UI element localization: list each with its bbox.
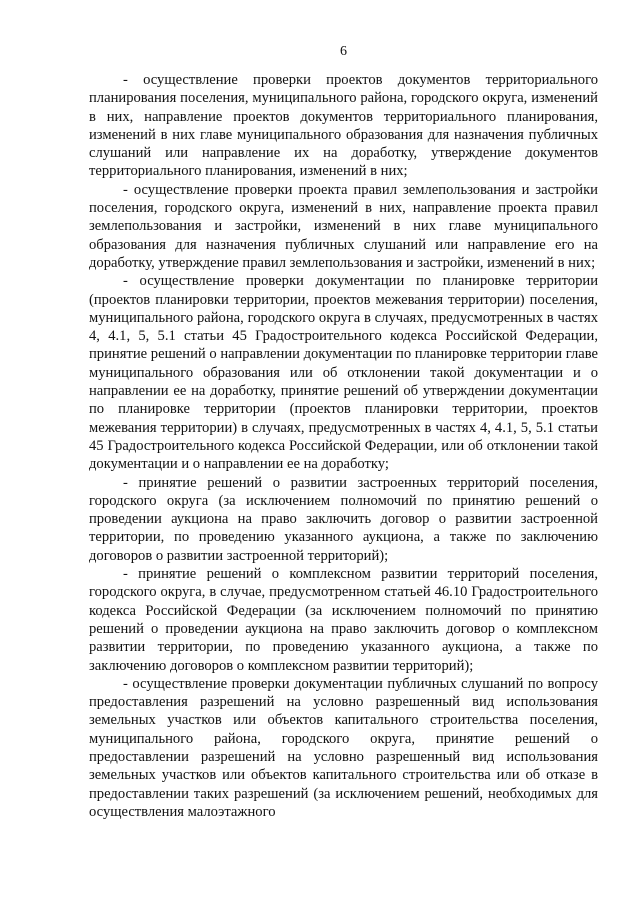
paragraph-built-up-territories: - принятие решений о развитии застроенных территорий поселения, городского округа (за исключением полномочий по принятию решений о проведении аукциона на право заключить договор о развитии застроенной территории, по проведению указанного аукциона, а также по заключению договоров о развитии застроенной территорий); xyxy=(89,474,598,564)
page-number: 6 xyxy=(340,44,347,59)
paragraph-public-hearings: - осуществление проверки документации публичных слушаний по вопросу предоставления разрешений на условно разрешенный вид использования земельных участков или объектов капитального строительства поселения, муниципального района, городского округа, принятие решений о предоставлении разрешений на условно разрешенный вид использования земельных участков или объектов капитального строительства или об отказе в предоставлении таких разрешений (за исключением решений, необходимых для осуществления малоэтажного xyxy=(89,675,598,820)
paragraph-planning-documentation: - осуществление проверки документации по планировке территории (проектов планировки территории, проектов межевания территории) поселения, муниципального района, городского округа в случаях, предусмотренных в частях 4, 4.1, 5, 5.1 статьи 45 Градостроительного кодекса Российской Федерации, принятие решений о направлении документации по планировке территории главе муниципального образования или об отклонении такой документации и о направлении ее на доработку, принятие решений об утверждении документации по планировке территории (проектов планировки территории, проектов межевания территории) в случаях, предусмотренных в частях 4, 4.1, 5, 5.1 статьи 45 Градостроительного кодекса Российской Федерации, или об отклонении такой документации и о направлении ее на доработку; xyxy=(89,273,598,473)
paragraph-complex-development: - принятие решений о комплексном развитии территорий поселения, городского округа, в случае, предусмотренном статьей 46.10 Градостроительного кодекса Российской Федерации (за исключением полномочий по принятию решений о проведении аукциона на право заключить договор о комплексном развитии территории, по проведению указанного аукциона, а также по заключению договоров о комплексном развитии территорий); xyxy=(89,566,598,674)
paragraph-territorial-planning: - осуществление проверки проектов документов территориального планирования поселения, муниципального района, городского округа, изменений в них, направление проектов документов территориального планирования, изменений в них главе муниципального образования для назначения публичных слушаний или направление их на доработку, утверждение документов территориального планирования, изменений в них; xyxy=(89,72,598,180)
paragraph-zoning-rules: - осуществление проверки проекта правил землепользования и застройки поселения, городского округа, изменений в них, направление проекта правил землепользования и застройки, изменений в них главе муниципального образования для назначения публичных слушаний или направление его на доработку, утверждение правил землепользования и застройки, изменений в них; xyxy=(89,181,598,271)
